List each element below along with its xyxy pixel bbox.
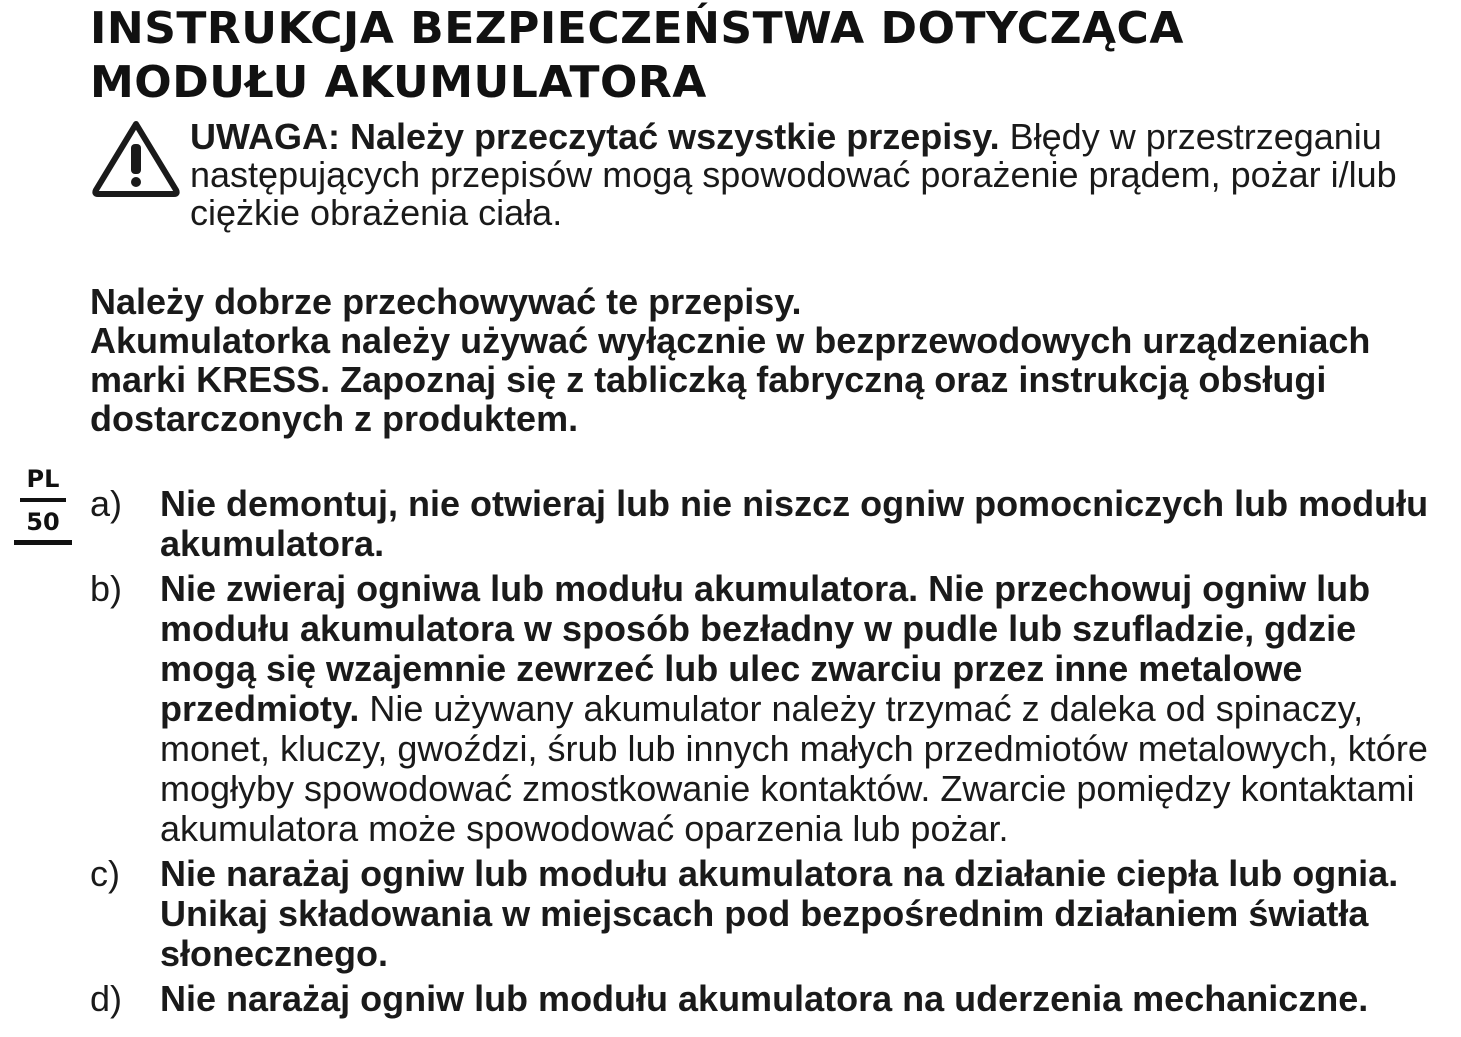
side-tab-underline xyxy=(14,540,72,545)
section-title xyxy=(90,2,1184,110)
list-item-bold-text: Nie narażaj ogniw lub modułu akumulatora na uderzenia mechaniczne. xyxy=(160,978,1369,1019)
list-item xyxy=(90,569,1455,849)
list-item-marker: c) xyxy=(90,853,120,894)
warning-bold-text: UWAGA: Należy przeczytać wszystkie przepisy. xyxy=(190,116,1000,157)
language-code: PL xyxy=(26,465,60,493)
warning-triangle-icon xyxy=(90,118,182,198)
list-item-bold-text: Nie demontuj, nie otwieraj lub nie niszcz ogniw pomocniczych lub modułu akumulatora. xyxy=(160,483,1429,564)
list-item-bold-text: Nie zwieraj ogniwa lub modułu akumulatora. Nie przechowuj ogniw lub modułu akumulatora w sposób bezładny w pudle lub szufladzie, gdzie mogą się wzajemnie zewrzeć lub ulec zwarciu przez inne metalowe przedmioty. xyxy=(160,568,1371,729)
keep-instructions-line: Należy dobrze przechowywać te przepisy. xyxy=(90,281,802,322)
list-item-marker: a) xyxy=(90,483,123,524)
section-title-line-1: INSTRUKCJA BEZPIECZEŃSTWA DOTYCZĄCA xyxy=(90,3,1184,54)
warning-text: Błędy w przestrzeganiu następujących przepisów mogą spowodować porażenie prądem, pożar i/lub ciężkie obrażenia ciała. xyxy=(190,116,1397,233)
list-item-marker: d) xyxy=(90,978,123,1019)
page-number: 50 xyxy=(26,508,60,536)
list-item xyxy=(90,979,1455,1019)
keep-instructions-block xyxy=(90,282,1430,438)
list-item xyxy=(90,484,1455,564)
list-item-marker: b) xyxy=(90,568,123,609)
list-item-bold-text: Nie narażaj ogniw lub modułu akumulatora na działanie ciepła lub ognia. Unikaj składowania w miejscach pod bezpośrednim działaniem światła słonecznego. xyxy=(160,853,1399,974)
page-side-tab xyxy=(14,464,72,545)
side-tab-divider xyxy=(20,498,66,502)
safety-rules-list xyxy=(90,484,1455,1024)
battery-usage-line: Akumulatorka należy używać wyłącznie w bezprzewodowych urządzeniach marki KRESS. Zapoznaj się z tabliczką fabryczną oraz instrukcją obsługi dostarczonych z produktem. xyxy=(90,320,1371,439)
warning-paragraph xyxy=(90,118,1430,232)
list-item-text: Nie używany akumulator należy trzymać z daleka od spinaczy, monet, kluczy, gwoździ, śrub lub innych małych przedmiotów metalowych, które mogłyby spowodować zmostkowanie kontaktów. Zwarcie pomiędzy kontaktami akumulatora może spowodować oparzenia lub pożar. xyxy=(160,688,1428,849)
list-item xyxy=(90,854,1455,974)
section-title-line-2: MODUŁU AKUMULATORA xyxy=(90,57,707,108)
